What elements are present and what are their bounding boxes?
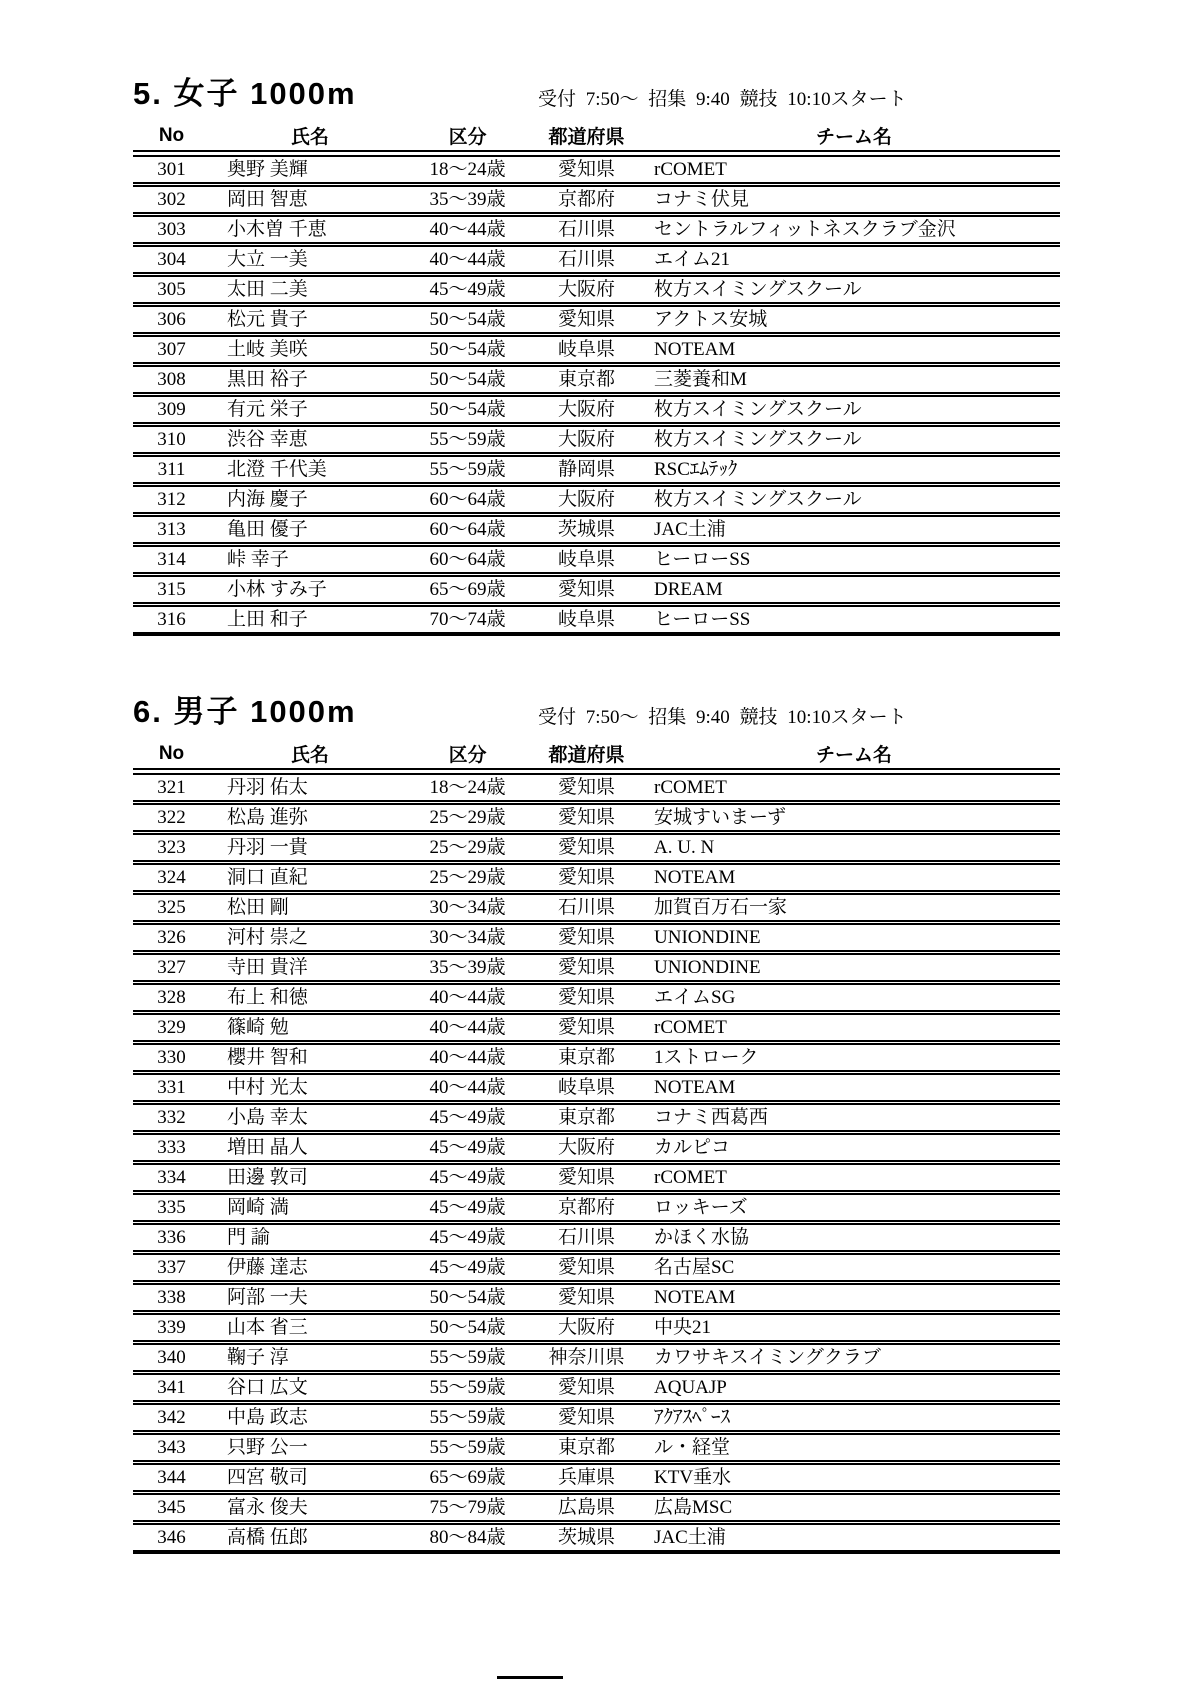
cell-name: 鞠子 淳 xyxy=(210,1343,410,1373)
cell-no: 335 xyxy=(133,1193,210,1223)
cell-no: 309 xyxy=(133,395,210,425)
column-header-category: 区分 xyxy=(410,122,525,154)
entry-table xyxy=(133,122,1060,636)
cell-no: 332 xyxy=(133,1103,210,1133)
table-row xyxy=(133,1433,1060,1463)
section-schedule: 受付 7:50～ 招集 9:40 競技 10:10スタート xyxy=(538,89,907,110)
column-header-prefecture: 都道府県 xyxy=(525,122,648,154)
cell-team: ル・経堂 xyxy=(648,1433,1060,1463)
column-header-name: 氏名 xyxy=(210,740,410,772)
table-row xyxy=(133,335,1060,365)
cell-prefecture: 石川県 xyxy=(525,1223,648,1253)
cell-no: 311 xyxy=(133,455,210,485)
cell-prefecture: 東京都 xyxy=(525,1103,648,1133)
cell-no: 339 xyxy=(133,1313,210,1343)
cell-category: 45～49歳 xyxy=(410,1103,525,1133)
cell-no: 324 xyxy=(133,863,210,893)
cell-prefecture: 愛知県 xyxy=(525,772,648,803)
cell-no: 345 xyxy=(133,1493,210,1523)
cell-prefecture: 京都府 xyxy=(525,1193,648,1223)
cell-name: 河村 崇之 xyxy=(210,923,410,953)
cell-prefecture: 大阪府 xyxy=(525,1313,648,1343)
table-row xyxy=(133,953,1060,983)
cell-team: 枚方スイミングスクール xyxy=(648,485,1060,515)
cell-prefecture: 愛知県 xyxy=(525,953,648,983)
cell-name: 渋谷 幸恵 xyxy=(210,425,410,455)
cell-no: 306 xyxy=(133,305,210,335)
table-row xyxy=(133,1313,1060,1343)
cell-team: 枚方スイミングスクール xyxy=(648,425,1060,455)
cell-team: コナミ西葛西 xyxy=(648,1103,1060,1133)
cell-name: 北澄 千代美 xyxy=(210,455,410,485)
cell-no: 330 xyxy=(133,1043,210,1073)
cell-no: 313 xyxy=(133,515,210,545)
cell-prefecture: 愛知県 xyxy=(525,575,648,605)
cell-category: 55～59歳 xyxy=(410,455,525,485)
table-row xyxy=(133,803,1060,833)
cell-category: 65～69歳 xyxy=(410,575,525,605)
cell-name: 峠 幸子 xyxy=(210,545,410,575)
cell-name: 上田 和子 xyxy=(210,605,410,635)
cell-no: 303 xyxy=(133,215,210,245)
cell-no: 326 xyxy=(133,923,210,953)
cell-team: JAC土浦 xyxy=(648,515,1060,545)
cell-category: 30～34歳 xyxy=(410,923,525,953)
cell-name: 丹羽 佑太 xyxy=(210,772,410,803)
cell-no: 305 xyxy=(133,275,210,305)
cell-name: 内海 慶子 xyxy=(210,485,410,515)
column-header-category: 区分 xyxy=(410,740,525,772)
cell-no: 344 xyxy=(133,1463,210,1493)
cell-category: 45～49歳 xyxy=(410,1223,525,1253)
cell-team: 三菱養和M xyxy=(648,365,1060,395)
cell-team: KTV垂水 xyxy=(648,1463,1060,1493)
section-schedule: 受付 7:50～ 招集 9:40 競技 10:10スタート xyxy=(538,707,907,728)
table-row xyxy=(133,1103,1060,1133)
cell-category: 45～49歳 xyxy=(410,1133,525,1163)
cell-no: 302 xyxy=(133,185,210,215)
cell-no: 307 xyxy=(133,335,210,365)
cell-team: 安城すいまーず xyxy=(648,803,1060,833)
table-row xyxy=(133,515,1060,545)
cell-category: 50～54歳 xyxy=(410,1283,525,1313)
table-row xyxy=(133,1403,1060,1433)
cell-name: 松田 剛 xyxy=(210,893,410,923)
cell-team: rCOMET xyxy=(648,772,1060,803)
cell-name: 山本 省三 xyxy=(210,1313,410,1343)
cell-category: 25～29歳 xyxy=(410,803,525,833)
cell-name: 小林 すみ子 xyxy=(210,575,410,605)
cell-no: 331 xyxy=(133,1073,210,1103)
cell-category: 55～59歳 xyxy=(410,425,525,455)
table-row xyxy=(133,185,1060,215)
cell-category: 35～39歳 xyxy=(410,185,525,215)
table-row xyxy=(133,1013,1060,1043)
table-row xyxy=(133,305,1060,335)
section-header xyxy=(133,692,1060,740)
cell-name: 大立 一美 xyxy=(210,245,410,275)
cell-no: 329 xyxy=(133,1013,210,1043)
cell-name: 亀田 優子 xyxy=(210,515,410,545)
cell-prefecture: 愛知県 xyxy=(525,1013,648,1043)
table-row xyxy=(133,545,1060,575)
cell-category: 60～64歳 xyxy=(410,545,525,575)
cell-no: 314 xyxy=(133,545,210,575)
cell-name: 四宮 敬司 xyxy=(210,1463,410,1493)
cell-no: 301 xyxy=(133,154,210,185)
cell-name: 谷口 広文 xyxy=(210,1373,410,1403)
section-header xyxy=(133,74,1060,122)
cell-no: 325 xyxy=(133,893,210,923)
cell-name: 布上 和徳 xyxy=(210,983,410,1013)
cell-name: 門 諭 xyxy=(210,1223,410,1253)
header-row xyxy=(133,740,1060,772)
cell-name: 小島 幸太 xyxy=(210,1103,410,1133)
cell-team: ロッキーズ xyxy=(648,1193,1060,1223)
cell-name: 篠崎 勉 xyxy=(210,1013,410,1043)
cell-team: エイム21 xyxy=(648,245,1060,275)
cell-prefecture: 愛知県 xyxy=(525,305,648,335)
cell-category: 40～44歳 xyxy=(410,1043,525,1073)
cell-team: ヒーローSS xyxy=(648,605,1060,635)
cell-prefecture: 愛知県 xyxy=(525,1283,648,1313)
cell-team: rCOMET xyxy=(648,1163,1060,1193)
cell-category: 55～59歳 xyxy=(410,1373,525,1403)
cell-no: 333 xyxy=(133,1133,210,1163)
cell-prefecture: 東京都 xyxy=(525,1433,648,1463)
cell-category: 55～59歳 xyxy=(410,1403,525,1433)
table-row xyxy=(133,1223,1060,1253)
cell-team: かほく水協 xyxy=(648,1223,1060,1253)
cell-team: カワサキスイミングクラブ xyxy=(648,1343,1060,1373)
cell-prefecture: 愛知県 xyxy=(525,1373,648,1403)
cell-name: 中村 光太 xyxy=(210,1073,410,1103)
cell-team: 名古屋SC xyxy=(648,1253,1060,1283)
cell-prefecture: 愛知県 xyxy=(525,983,648,1013)
table-row xyxy=(133,833,1060,863)
cell-team: 中央21 xyxy=(648,1313,1060,1343)
cell-team: コナミ伏見 xyxy=(648,185,1060,215)
table-row xyxy=(133,455,1060,485)
cell-name: 奥野 美輝 xyxy=(210,154,410,185)
cell-name: 田邊 敦司 xyxy=(210,1163,410,1193)
cell-category: 40～44歳 xyxy=(410,215,525,245)
cell-team: 加賀百万石一家 xyxy=(648,893,1060,923)
cell-team: NOTEAM xyxy=(648,1073,1060,1103)
page-bottom-cutoff-line xyxy=(497,1676,563,1679)
cell-team: RSCｴﾑﾃｯｸ xyxy=(648,455,1060,485)
cell-prefecture: 神奈川県 xyxy=(525,1343,648,1373)
table-row xyxy=(133,1043,1060,1073)
cell-category: 25～29歳 xyxy=(410,833,525,863)
cell-category: 45～49歳 xyxy=(410,1193,525,1223)
table-row xyxy=(133,1073,1060,1103)
table-row xyxy=(133,1373,1060,1403)
cell-name: 只野 公一 xyxy=(210,1433,410,1463)
cell-no: 341 xyxy=(133,1373,210,1403)
cell-prefecture: 大阪府 xyxy=(525,425,648,455)
cell-team: rCOMET xyxy=(648,1013,1060,1043)
table-body xyxy=(133,154,1060,635)
cell-prefecture: 岐阜県 xyxy=(525,605,648,635)
cell-team: カルピコ xyxy=(648,1133,1060,1163)
cell-prefecture: 広島県 xyxy=(525,1493,648,1523)
entry-table xyxy=(133,740,1060,1554)
cell-prefecture: 岐阜県 xyxy=(525,1073,648,1103)
cell-team: ｱｸｱｽﾍﾟｰｽ xyxy=(648,1403,1060,1433)
cell-no: 340 xyxy=(133,1343,210,1373)
cell-team: 広島MSC xyxy=(648,1493,1060,1523)
cell-name: 太田 二美 xyxy=(210,275,410,305)
column-header-team: チーム名 xyxy=(648,740,1060,772)
table-header xyxy=(133,740,1060,772)
cell-no: 312 xyxy=(133,485,210,515)
cell-category: 60～64歳 xyxy=(410,515,525,545)
cell-name: 小木曽 千恵 xyxy=(210,215,410,245)
table-row xyxy=(133,245,1060,275)
cell-category: 50～54歳 xyxy=(410,1313,525,1343)
cell-category: 55～59歳 xyxy=(410,1343,525,1373)
column-header-no: No xyxy=(133,122,210,154)
cell-category: 50～54歳 xyxy=(410,335,525,365)
cell-team: A. U. N xyxy=(648,833,1060,863)
table-row xyxy=(133,1523,1060,1553)
cell-category: 50～54歳 xyxy=(410,365,525,395)
cell-prefecture: 岐阜県 xyxy=(525,545,648,575)
column-header-team: チーム名 xyxy=(648,122,1060,154)
cell-no: 334 xyxy=(133,1163,210,1193)
cell-no: 304 xyxy=(133,245,210,275)
cell-team: DREAM xyxy=(648,575,1060,605)
cell-prefecture: 愛知県 xyxy=(525,154,648,185)
cell-category: 25～29歳 xyxy=(410,863,525,893)
table-row xyxy=(133,983,1060,1013)
cell-prefecture: 石川県 xyxy=(525,215,648,245)
section-title: 6. 男子 1000m xyxy=(133,694,357,729)
cell-team: 枚方スイミングスクール xyxy=(648,275,1060,305)
cell-name: 岡田 智恵 xyxy=(210,185,410,215)
table-header xyxy=(133,122,1060,154)
cell-name: 土岐 美咲 xyxy=(210,335,410,365)
cell-name: 松元 貴子 xyxy=(210,305,410,335)
cell-category: 45～49歳 xyxy=(410,1163,525,1193)
cell-no: 321 xyxy=(133,772,210,803)
cell-prefecture: 大阪府 xyxy=(525,395,648,425)
column-header-name: 氏名 xyxy=(210,122,410,154)
section-title: 5. 女子 1000m xyxy=(133,76,357,111)
cell-prefecture: 石川県 xyxy=(525,893,648,923)
cell-name: 寺田 貴洋 xyxy=(210,953,410,983)
cell-category: 30～34歳 xyxy=(410,893,525,923)
cell-no: 310 xyxy=(133,425,210,455)
cell-no: 338 xyxy=(133,1283,210,1313)
table-row xyxy=(133,605,1060,635)
section-men-1000m xyxy=(133,692,1060,1554)
cell-prefecture: 茨城県 xyxy=(525,1523,648,1553)
cell-prefecture: 大阪府 xyxy=(525,275,648,305)
cell-no: 346 xyxy=(133,1523,210,1553)
cell-category: 35～39歳 xyxy=(410,953,525,983)
cell-category: 50～54歳 xyxy=(410,395,525,425)
cell-team: NOTEAM xyxy=(648,1283,1060,1313)
table-row xyxy=(133,215,1060,245)
cell-category: 18～24歳 xyxy=(410,154,525,185)
cell-prefecture: 東京都 xyxy=(525,1043,648,1073)
table-row xyxy=(133,923,1060,953)
table-row xyxy=(133,395,1060,425)
table-row xyxy=(133,425,1060,455)
table-row xyxy=(133,772,1060,803)
cell-category: 45～49歳 xyxy=(410,275,525,305)
cell-no: 327 xyxy=(133,953,210,983)
cell-name: 阿部 一夫 xyxy=(210,1283,410,1313)
cell-prefecture: 愛知県 xyxy=(525,833,648,863)
cell-prefecture: 京都府 xyxy=(525,185,648,215)
cell-prefecture: 東京都 xyxy=(525,365,648,395)
cell-no: 337 xyxy=(133,1253,210,1283)
cell-team: 1ストローク xyxy=(648,1043,1060,1073)
cell-prefecture: 大阪府 xyxy=(525,485,648,515)
cell-category: 40～44歳 xyxy=(410,1013,525,1043)
cell-prefecture: 石川県 xyxy=(525,245,648,275)
cell-prefecture: 大阪府 xyxy=(525,1133,648,1163)
cell-team: ヒーローSS xyxy=(648,545,1060,575)
cell-category: 75～79歳 xyxy=(410,1493,525,1523)
table-row xyxy=(133,1343,1060,1373)
cell-name: 高橋 伍郎 xyxy=(210,1523,410,1553)
cell-category: 45～49歳 xyxy=(410,1253,525,1283)
cell-team: 枚方スイミングスクール xyxy=(648,395,1060,425)
cell-name: 櫻井 智和 xyxy=(210,1043,410,1073)
section-women-1000m xyxy=(133,74,1060,636)
column-header-no: No xyxy=(133,740,210,772)
cell-no: 342 xyxy=(133,1403,210,1433)
cell-team: UNIONDINE xyxy=(648,953,1060,983)
table-row xyxy=(133,1493,1060,1523)
table-row xyxy=(133,365,1060,395)
table-body xyxy=(133,772,1060,1553)
table-row xyxy=(133,1163,1060,1193)
cell-name: 黒田 裕子 xyxy=(210,365,410,395)
cell-team: NOTEAM xyxy=(648,335,1060,365)
cell-category: 50～54歳 xyxy=(410,305,525,335)
cell-no: 308 xyxy=(133,365,210,395)
cell-category: 70～74歳 xyxy=(410,605,525,635)
page-content xyxy=(133,0,1060,1554)
column-header-prefecture: 都道府県 xyxy=(525,740,648,772)
cell-prefecture: 茨城県 xyxy=(525,515,648,545)
table-row xyxy=(133,485,1060,515)
cell-no: 323 xyxy=(133,833,210,863)
table-row xyxy=(133,275,1060,305)
cell-prefecture: 愛知県 xyxy=(525,803,648,833)
cell-team: アクトス安城 xyxy=(648,305,1060,335)
table-row xyxy=(133,893,1060,923)
cell-prefecture: 愛知県 xyxy=(525,1163,648,1193)
cell-category: 40～44歳 xyxy=(410,983,525,1013)
header-row xyxy=(133,122,1060,154)
cell-name: 松島 進弥 xyxy=(210,803,410,833)
table-row xyxy=(133,575,1060,605)
cell-category: 40～44歳 xyxy=(410,245,525,275)
table-row xyxy=(133,1133,1060,1163)
cell-name: 中島 政志 xyxy=(210,1403,410,1433)
cell-no: 322 xyxy=(133,803,210,833)
cell-category: 55～59歳 xyxy=(410,1433,525,1463)
cell-no: 343 xyxy=(133,1433,210,1463)
cell-prefecture: 岐阜県 xyxy=(525,335,648,365)
table-row xyxy=(133,1193,1060,1223)
cell-category: 65～69歳 xyxy=(410,1463,525,1493)
cell-name: 伊藤 達志 xyxy=(210,1253,410,1283)
cell-name: 岡崎 満 xyxy=(210,1193,410,1223)
cell-prefecture: 愛知県 xyxy=(525,1403,648,1433)
cell-prefecture: 静岡県 xyxy=(525,455,648,485)
cell-no: 315 xyxy=(133,575,210,605)
cell-no: 316 xyxy=(133,605,210,635)
cell-team: セントラルフィットネスクラブ金沢 xyxy=(648,215,1060,245)
cell-no: 336 xyxy=(133,1223,210,1253)
cell-name: 丹羽 一貴 xyxy=(210,833,410,863)
table-row xyxy=(133,863,1060,893)
cell-team: エイムSG xyxy=(648,983,1060,1013)
table-row xyxy=(133,1463,1060,1493)
cell-no: 328 xyxy=(133,983,210,1013)
cell-prefecture: 愛知県 xyxy=(525,863,648,893)
cell-prefecture: 愛知県 xyxy=(525,923,648,953)
cell-prefecture: 愛知県 xyxy=(525,1253,648,1283)
cell-prefecture: 兵庫県 xyxy=(525,1463,648,1493)
cell-name: 洞口 直紀 xyxy=(210,863,410,893)
cell-team: AQUAJP xyxy=(648,1373,1060,1403)
cell-category: 18～24歳 xyxy=(410,772,525,803)
cell-category: 80～84歳 xyxy=(410,1523,525,1553)
table-row xyxy=(133,1253,1060,1283)
cell-category: 40～44歳 xyxy=(410,1073,525,1103)
cell-name: 増田 晶人 xyxy=(210,1133,410,1163)
cell-category: 60～64歳 xyxy=(410,485,525,515)
cell-team: UNIONDINE xyxy=(648,923,1060,953)
cell-team: JAC土浦 xyxy=(648,1523,1060,1553)
cell-team: rCOMET xyxy=(648,154,1060,185)
table-row xyxy=(133,154,1060,185)
table-row xyxy=(133,1283,1060,1313)
cell-name: 有元 栄子 xyxy=(210,395,410,425)
cell-name: 富永 俊夫 xyxy=(210,1493,410,1523)
cell-team: NOTEAM xyxy=(648,863,1060,893)
